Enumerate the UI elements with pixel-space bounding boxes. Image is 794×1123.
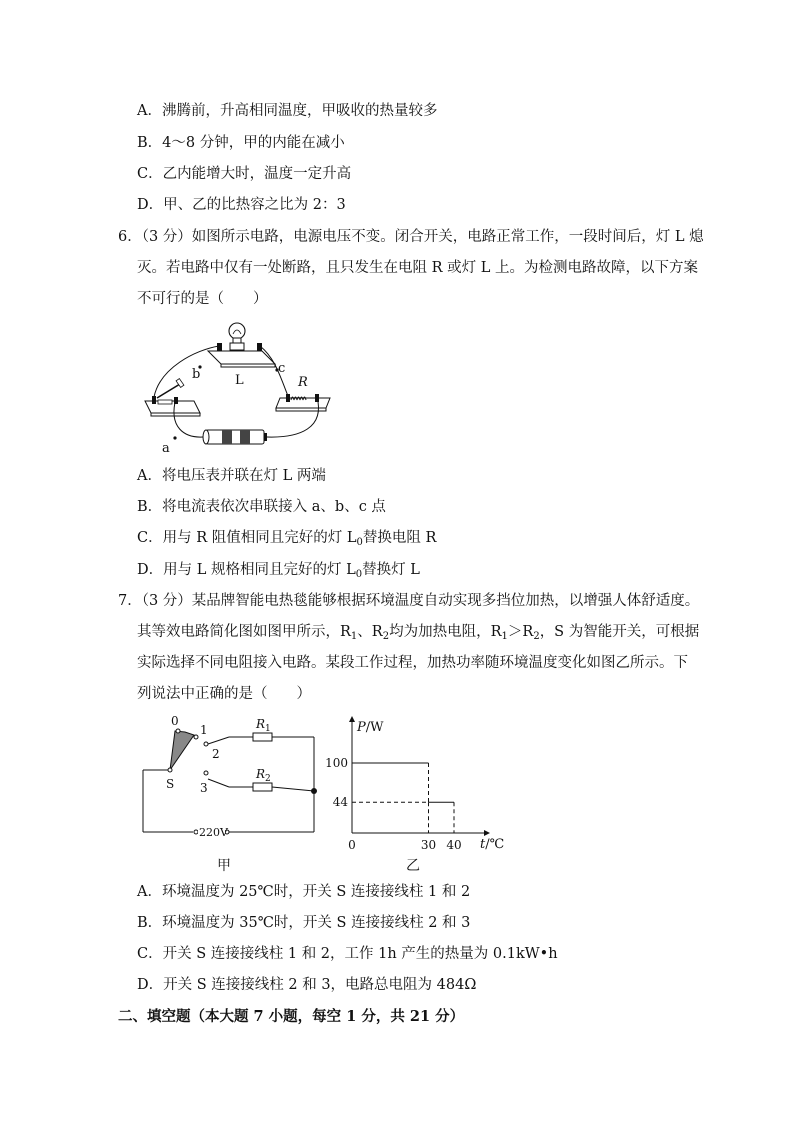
x-tick-label: 30 [420, 838, 437, 852]
q6-option-a: A．将电压表并联在灯 L 两端 [137, 468, 326, 484]
x-tick-label: 0 [348, 838, 356, 852]
terminal-1-label: 1 [200, 723, 208, 737]
resistor-R2-label: $R_2$ [256, 767, 271, 784]
q7-option-d: D．开关 S 连接接线柱 2 和 3，电路总电阻为 484Ω [137, 977, 477, 993]
section-2-heading: 二、填空题（本大题 7 小题，每空 1 分，共 21 分） [118, 1008, 465, 1025]
switch-board [145, 379, 200, 416]
q6-option-b: B．将电流表依次串联接入 a、b、c 点 [137, 499, 386, 515]
x-tick-label: 40 [446, 838, 462, 852]
label-point-b: b [192, 367, 201, 382]
q7-stem-line-4: 列说法中正确的是（ ） [137, 686, 311, 702]
q5-option-b: B．4～8 分钟，甲的内能在减小 [137, 135, 345, 151]
terminal-3-label: 3 [200, 781, 208, 795]
q5-option-d: D．甲、乙的比热容之比为 2：3 [137, 197, 346, 213]
voltage-label: 220V [199, 826, 228, 839]
light-bulb-icon [229, 323, 245, 343]
resistor-R1-label: $R_1$ [256, 717, 271, 734]
q7-option-a: A．环境温度为 25℃时，开关 S 连接接线柱 1 和 2 [137, 884, 471, 900]
y-axis-label: P/W [357, 720, 384, 735]
q6-option-c: C．用与 R 阻值相同且完好的灯 $L_0$替换电阻 R [137, 530, 437, 548]
label-resistor-R: R [298, 375, 308, 390]
y-tick-label: 44 [332, 795, 348, 810]
figure-jia-caption: 甲 [217, 858, 231, 874]
terminal-0-label: 0 [171, 714, 179, 728]
switch-S-label: S [166, 777, 175, 791]
x-axis-label: t/℃ [480, 837, 505, 852]
figure-yi-caption: 乙 [406, 858, 420, 874]
resistor-R1 [253, 733, 272, 741]
wire-switch-to-lamp [154, 346, 219, 397]
q7-option-c: C．开关 S 连接接线柱 1 和 2，工作 1h 产生的热量为 0.1kW•h [137, 946, 558, 962]
q7-figure-jia-circuit [130, 710, 330, 880]
q6-stem-line-2: 灭。若电路中仅有一处断路，且只发生在电阻 R 或灯 L 上。为检测电路故障，以下方案 [137, 260, 698, 276]
battery-icon [203, 430, 267, 444]
q6-option-d: D．用与 L 规格相同且完好的灯 $L_0$替换灯 L [137, 562, 420, 580]
y-tick-label: 100 [325, 756, 348, 770]
q6-stem-line-1: 6．（3 分）如图所示电路，电源电压不变。闭合开关，电路正常工作，一段时间后，灯 L 熄 [118, 229, 704, 245]
q5-option-a: A．沸腾前，升高相同温度，甲吸收的热量较多 [137, 103, 438, 119]
q7-figure-yi-chart [320, 710, 520, 880]
label-point-a: a [162, 441, 170, 456]
terminal-2-label: 2 [212, 747, 220, 761]
q6-stem-line-3: 不可行的是（ ） [137, 291, 268, 307]
q7-stem-line-1: 7．（3 分）某品牌智能电热毯能够根据环境温度自动实现多挡位加热，以增强人体舒适度。 [118, 593, 700, 609]
q5-option-c: C．乙内能增大时，温度一定升高 [137, 166, 352, 182]
resistor-board [276, 394, 330, 411]
label-lamp-L: L [235, 373, 244, 388]
label-point-c: c [278, 361, 286, 376]
q6-circuit-figure [140, 318, 340, 458]
q7-stem-line-2: 其等效电路简化图如图甲所示，$R_1$、$R_2$均为加热电阻，$R_1>R_2$，S 为智能开关，可根据 [137, 624, 700, 642]
resistor-R2 [253, 783, 272, 791]
q7-stem-line-3: 实际选择不同电阻接入电路。某段工作过程，加热功率随环境温度变化如图乙所示。下 [137, 655, 688, 671]
q7-option-b: B．环境温度为 35℃时，开关 S 连接接线柱 2 和 3 [137, 915, 471, 931]
